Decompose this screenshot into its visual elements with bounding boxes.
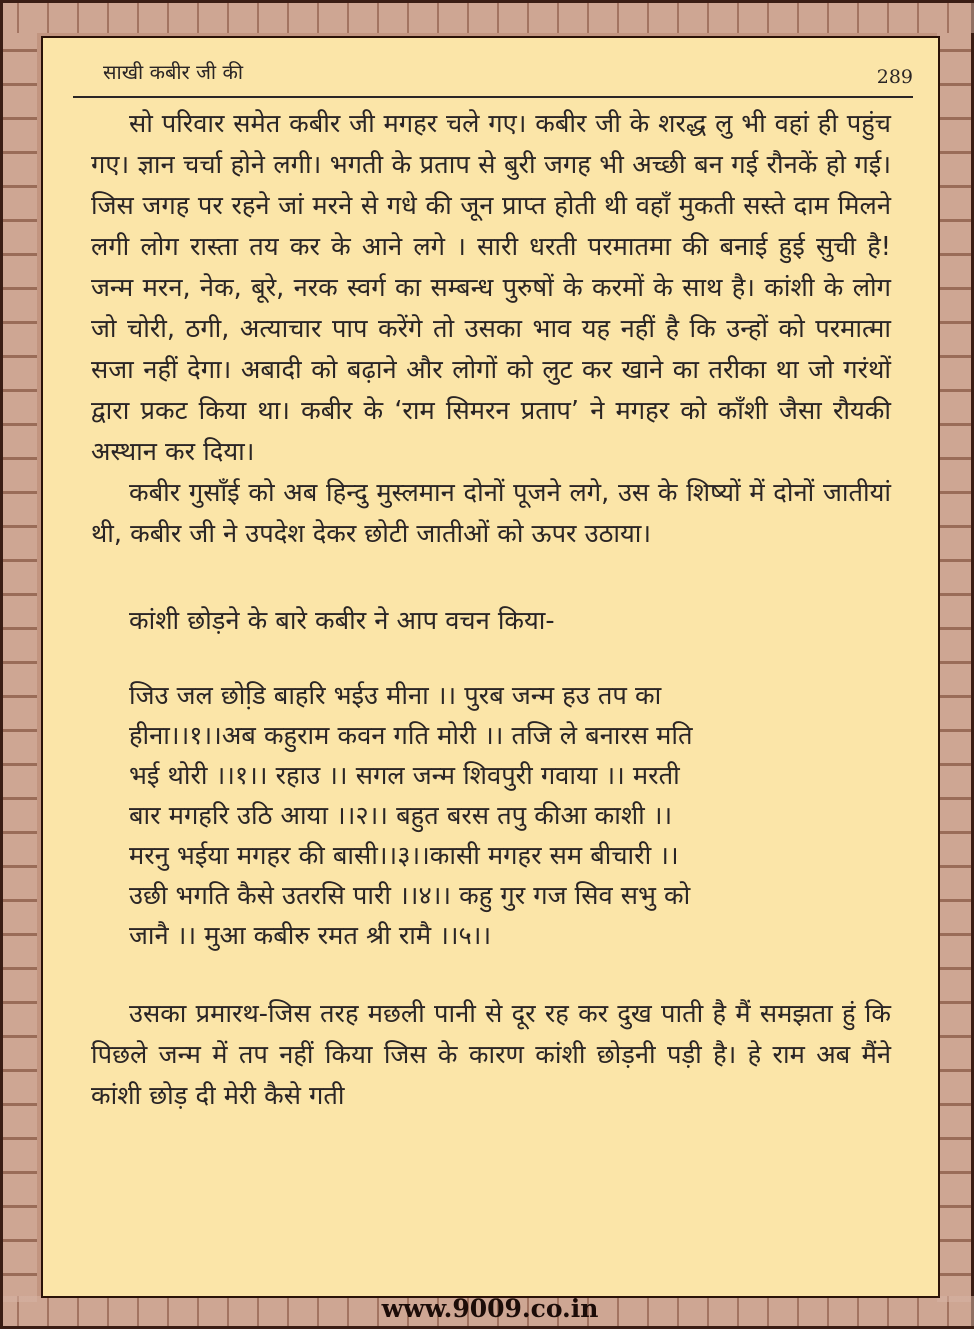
verse-line: जानै ।। मुआ कबीरु रमत श्री रामै ।।५।। <box>129 921 492 951</box>
frame-ornament-top <box>3 3 974 33</box>
verse-block <box>129 676 891 956</box>
website-footer[interactable]: www.9009.co.in <box>381 1294 599 1323</box>
page-number: 289 <box>876 66 913 88</box>
verse-line: हीना।।१।।अब कहुराम कवन गति मोरी ।। तजि ले बनारस मति <box>129 721 693 751</box>
frame-ornament-right <box>937 33 971 1302</box>
frame-ornament-left <box>3 33 37 1302</box>
page-body <box>91 104 891 1117</box>
verse-line: उछी भगति कैसे उतरसि पारी ।।४।। कहु गुर गज सिव सभु को <box>129 881 691 911</box>
paragraph-1: सो परिवार समेत कबीर जी मगहर चले गए। कबीर जी के शरद्ध लु भी वहां ही पहुंच गए। ज्ञान चर्चा होने लगी। भगती के प्रताप से बुरी जगह भी अच्छी बन गई रौनकें हो गई। जिस जगह पर रहने जां मरने से गधे की जून प्राप्त होती थी वहाँ मुकती सस्ते दाम मिलने लगी लोग रास्ता तय कर के आने लगे । सारी धरती परमातमा की बनाई हुई सुची है! जन्म मरन, नेक, बूरे, नरक स्वर्ग का सम्बन्ध पुरुषों के करमों के साथ है। कांशी के लोग जो चोरी, ठगी, अत्याचार पाप करेंगे तो उसका भाव यह नहीं है कि उन्हों को परमात्मा सजा नहीं देगा। अबादी को बढ़ाने और लोगों को लुट कर खाने का तरीका था जो गरंथों द्वारा प्रकट किया था। कबीर के ‘राम सिमरन प्रताप’ ने मगहर को काँशी जैसा रौयकी अस्थान कर दिया। <box>91 109 891 467</box>
paragraph-3: उसका प्रमारथ-जिस तरह मछली पानी से दूर रह कर दुख पाती है मैं समझता हुं कि पिछले जन्म में तप नहीं किया जिस के कारण कांशी छोड़नी पड़ी है। हे राम अब मैंने कांशी छोड़ दी मेरी कैसे गती <box>91 999 891 1111</box>
verse-line: जिउ जल छोडि़ बाहरि भईउ मीना ।। पुरब जन्म हउ तप का <box>129 681 662 711</box>
verse-line: भई थोरी ।।१।। रहाउ ।। सगल जन्म शिवपुरी गवाया ।। मरती <box>129 761 680 791</box>
verse-line: मरनु भईया मगहर की बासी।।३।।कासी मगहर सम बीचारी ।। <box>129 841 679 871</box>
verse-intro: कांशी छोड़ने के बारे कबीर ने आप वचन किया- <box>129 606 555 636</box>
page-header <box>73 56 913 98</box>
verse-line: बार मगहरि उठि आया ।।२।। बहुत बरस तपु कीआ काशी ।। <box>129 801 673 831</box>
paragraph-2: कबीर गुसाँई को अब हिन्दु मुस्लमान दोनों पूजने लगे, उस के शिष्यों में दोनों जातीयां थी, कबीर जी ने उपदेश देकर छोटी जातीओं को ऊपर उठाया। <box>91 478 891 549</box>
book-page <box>41 36 940 1298</box>
running-title: साखी कबीर जी की <box>103 60 244 84</box>
